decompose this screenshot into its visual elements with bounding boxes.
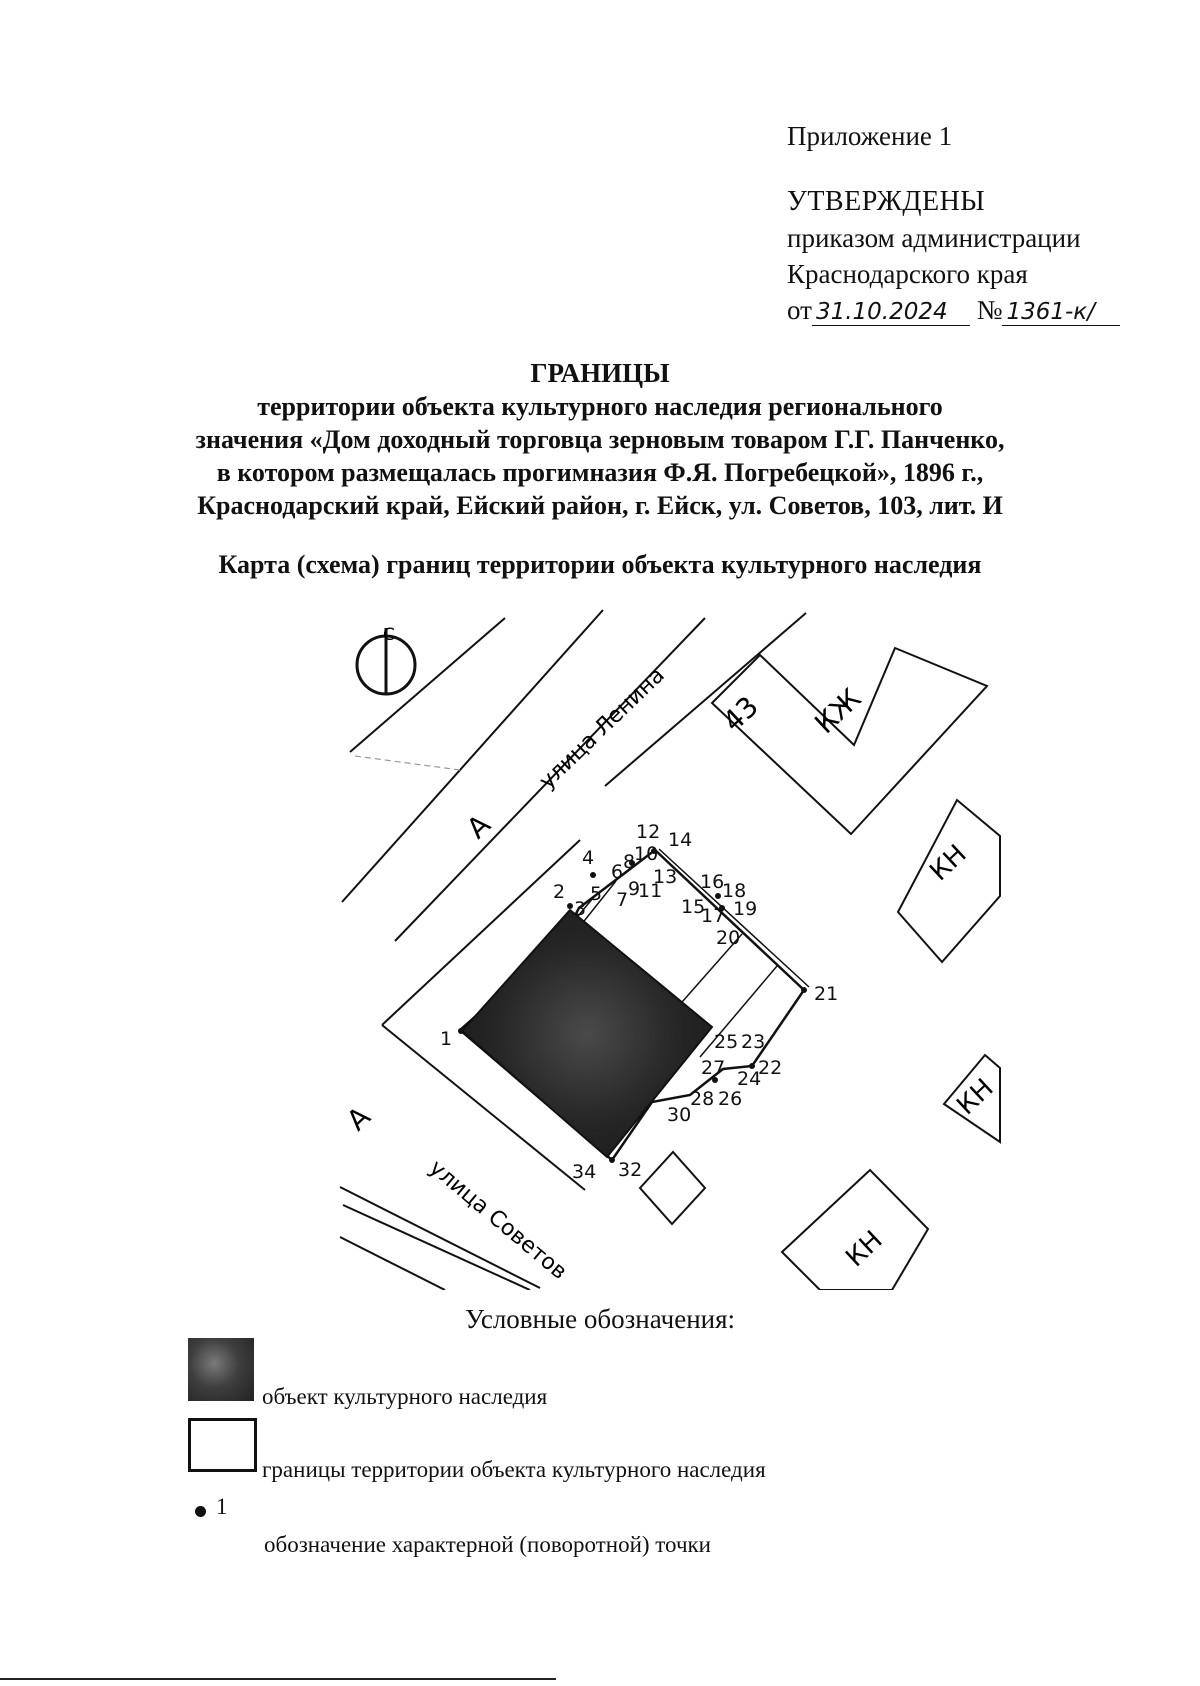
point-label: 32 — [618, 1159, 643, 1181]
date-prefix: от — [787, 295, 812, 325]
point-label: 1 — [440, 1028, 453, 1050]
point-label: 27 — [701, 1057, 726, 1079]
point-label: 24 — [737, 1068, 762, 1090]
point-label: 5 — [590, 883, 603, 905]
point-label: 22 — [758, 1057, 783, 1079]
dashed-line — [355, 756, 460, 770]
point-label: 21 — [814, 983, 839, 1005]
street-lenina-label: улица Ленина — [534, 662, 670, 795]
road-code-label-1: А — [460, 807, 497, 846]
point-label: 11 — [638, 880, 663, 902]
building-number-label: 43 — [716, 689, 765, 739]
point-label: 15 — [681, 896, 706, 918]
buildings — [640, 648, 1000, 1290]
building-type-kzh-label: КЖ — [808, 681, 868, 741]
building-type-kn-label-1: КН — [924, 839, 973, 888]
point-label: 8 — [623, 851, 636, 873]
point-label: 12 — [636, 821, 661, 843]
legend-point-desc: обозначение характерной (поворотной) точки — [264, 1532, 711, 1557]
point-label: 7 — [616, 889, 629, 911]
appendix-label: Приложение 1 — [787, 121, 953, 151]
heritage-object-swatch — [188, 1338, 254, 1401]
point-label: 4 — [582, 847, 595, 869]
point-label: 17 — [701, 905, 726, 927]
title-line-2: значения «Дом доходный торговца зерновым товаром Г.Г. Панченко, — [195, 425, 1005, 454]
legend-territory-bounds: границы территории объекта культурного наследия — [262, 1457, 766, 1482]
approval-line-1: приказом администрации — [787, 223, 1081, 253]
point-label: 18 — [722, 880, 747, 902]
legend-point-number: 1 — [216, 1494, 228, 1519]
street-sovetov-label: улица Советов — [424, 1155, 572, 1285]
point-label: 23 — [741, 1031, 766, 1053]
footer-rule — [0, 1678, 556, 1680]
point-label: 13 — [653, 866, 678, 888]
point-label: 9 — [628, 878, 641, 900]
building-type-kn-label-3: КН — [840, 1225, 889, 1274]
point-label: 28 — [690, 1088, 715, 1110]
number-handwritten: 1361-к/ — [1002, 299, 1120, 326]
number-prefix: № — [976, 295, 1003, 325]
approved-label: УТВЕРЖДЕНЫ — [787, 186, 986, 217]
point-label: 26 — [718, 1088, 743, 1110]
point-dot-icon — [195, 1506, 206, 1517]
title-line-3: в котором размещалась прогимназия Ф.Я. Погребецкой», 1896 г., — [216, 458, 984, 487]
point-label: 6 — [611, 861, 624, 883]
legend-title: Условные обозначения: — [464, 1304, 736, 1334]
title-line-1: территории объекта культурного наследия регионального — [257, 392, 943, 421]
road-code-label-2: А — [340, 1099, 377, 1138]
point-label: 20 — [716, 927, 741, 949]
point-label: 34 — [572, 1161, 597, 1183]
title-heading: ГРАНИЦЫ — [530, 358, 670, 388]
map-title: Карта (схема) границ территории объекта культурного наследия — [218, 550, 982, 579]
north-label: С — [383, 625, 395, 645]
small-structure — [640, 1152, 705, 1224]
north-arrow-icon — [357, 625, 415, 694]
point-label: 10 — [634, 843, 659, 865]
point-label: 16 — [700, 871, 725, 893]
legend-heritage-object: объект культурного наследия — [262, 1384, 548, 1409]
point-label: 25 — [714, 1031, 739, 1053]
building-kn-3 — [782, 1170, 928, 1290]
point-label: 3 — [574, 898, 587, 920]
territory-bounds-swatch — [188, 1418, 257, 1472]
date-handwritten: 31.10.2024 — [812, 299, 970, 326]
point-label: 14 — [668, 829, 693, 851]
point-label: 30 — [667, 1104, 692, 1126]
building-43-kzh — [712, 648, 987, 834]
point-label: 19 — [733, 898, 758, 920]
title-line-4: Краснодарский край, Ейский район, г. Ейск, ул. Советов, 103, лит. И — [197, 491, 1003, 520]
approval-line-2: Краснодарского края — [787, 259, 1028, 289]
building-type-kn-label-2: КН — [951, 1073, 1000, 1122]
point-label: 2 — [553, 881, 566, 903]
